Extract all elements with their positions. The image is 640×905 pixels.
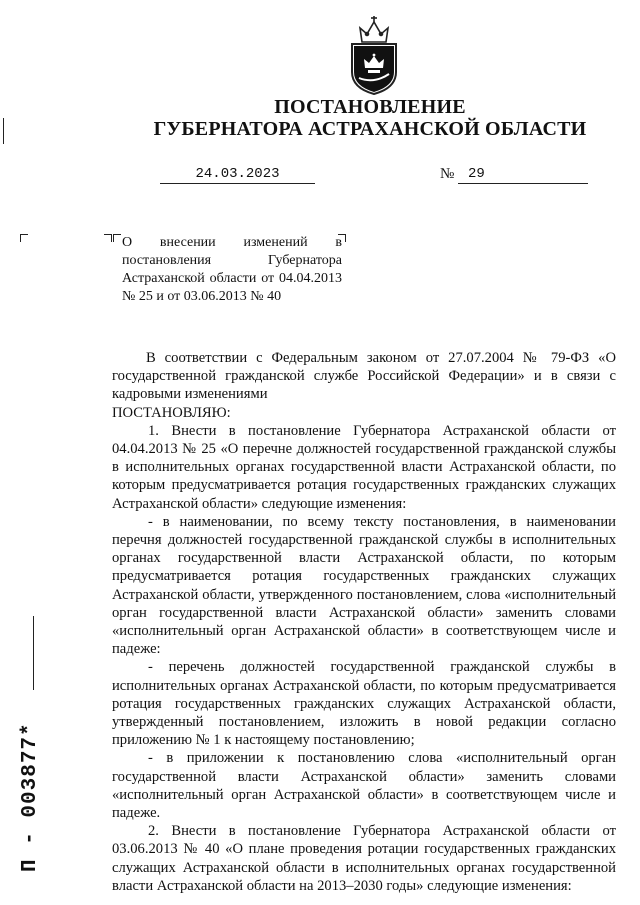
document-subject: О внесении изменений в постановления Губернатора Астраханской области от 04.04.2013 № 25 и от 03.06.2013 № 40 — [122, 235, 342, 304]
decree-word: ПОСТАНОВЛЯЮ: — [112, 404, 231, 421]
paragraph-1a: - в наименовании, по всему тексту постановления, в наименовании перечня должностей государственной гражданской службы в исполнительных органах государственной власти Астраханской области, по которым предусматривается ротация государственных гражданских служащих Астраханской области, утвержденного постановлением, слова «исполнительный орган государственной власти Астраханской области» заменить словами «исполнительный орган Астраханской области» в соответствующем числе и падеже: — [112, 513, 616, 658]
document-number: 29 — [458, 166, 588, 184]
subject-start-bracket — [104, 234, 112, 242]
serial-number: П - 003877* — [19, 722, 42, 872]
subject-start-bracket-2 — [113, 234, 121, 242]
paragraph-1: 1. Внести в постановление Губернатора Астраханской области от 04.04.2013 № 25 «О перечне должностей государственной гражданской службы в исполнительных органах государственной власти Астраханской области, по которым предусматривается ротация государственных гражданских служащих Астраханской области» следующие изменения: — [112, 422, 616, 512]
number-label: № — [440, 166, 455, 182]
coat-of-arms-icon — [346, 12, 402, 96]
paragraph-2: 2. Внести в постановление Губернатора Астраханской области от 03.06.2013 № 40 «О плане проведения ротации государственных гражданских служащих Астраханской области в исполнительных органах государственной власти Астраханской области на 2013–2030 годы» следующие изменения: — [112, 823, 616, 894]
margin-line — [33, 616, 34, 690]
doc-type-title: ПОСТАНОВЛЕНИЕ — [274, 96, 466, 118]
paragraph-1c: - в приложении к постановлению слова «исполнительный орган государственной власти Астраханской области» заменить словами «исполнительный орган Астраханской области» в соответствующем числе и падеже. — [112, 750, 616, 822]
document-date: 24.03.2023 — [160, 166, 315, 184]
margin-mark — [3, 118, 4, 144]
document-body — [112, 349, 616, 895]
paragraph-1b: - перечень должностей государственной гражданской службы в исполнительных органах Астраханской области, по которым предусматривается ротация государственных гражданских служащих Астраханской области, утвержденный постановлением, изложить в новой редакции согласно приложению № 1 к настоящему постановлению; — [112, 659, 616, 749]
preamble: В соответствии с Федеральным законом от 27.07.2004 № 79-ФЗ «О государственной гражданской службе Российской Федерации» и в связи с кадровыми изменениями — [112, 350, 616, 403]
left-bracket-mark — [20, 234, 28, 242]
issuer-title: ГУБЕРНАТОРА АСТРАХАНСКОЙ ОБЛАСТИ — [153, 118, 587, 140]
